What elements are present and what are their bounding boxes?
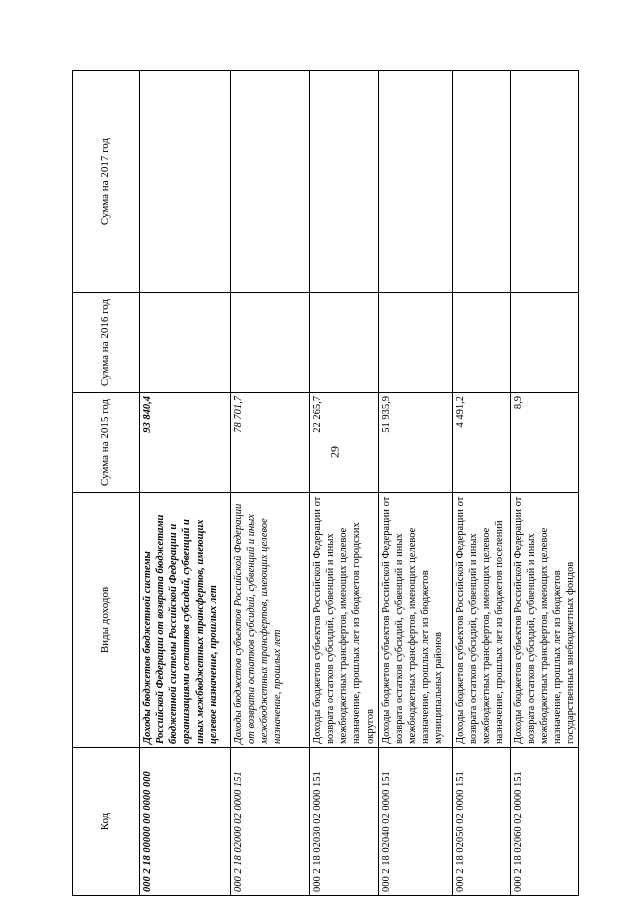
header-sum-2015: Сумма на 2015 год — [73, 393, 140, 493]
row-code: 000 2 18 02040 02 0000 151 — [378, 748, 452, 896]
row-sum-2015: 8,9 — [510, 393, 579, 493]
page-number: 29 — [327, 446, 342, 458]
row-sum-2015: 22 265,7 — [310, 393, 379, 493]
table-row — [452, 71, 510, 896]
row-sum-2015: 78 701,7 — [231, 393, 310, 493]
row-code: 000 2 18 02030 02 0000 151 — [310, 748, 379, 896]
row-name: Доходы бюджетов субъектов Российской Федерации от возврата остатков субсидий, субвенций и иных межбюджетных трансфертов, имеющих целевое назначение, прошлых лет из бюджетов муниципальных районов — [378, 493, 452, 748]
row-sum-2017 — [310, 71, 379, 293]
row-code: 000 2 18 00000 00 0000 000 — [140, 748, 231, 896]
revenue-table — [72, 70, 579, 896]
header-sum-2017: Сумма на 2017 год — [73, 71, 140, 293]
row-name: Доходы бюджетов бюджетной системы Российской Федерации от возврата бюджетами бюджетной системы Российской Федерации и организациями остатков субсидий, субвенций и иных межбюджетных трансфертов, имеющих целевое назначение, прошлых лет — [140, 493, 231, 748]
row-code: 000 2 18 02050 02 0000 151 — [452, 748, 510, 896]
header-revenue-type: Виды доходов — [73, 493, 140, 748]
row-sum-2016 — [140, 293, 231, 393]
table-header-row — [73, 71, 140, 896]
row-sum-2016 — [231, 293, 310, 393]
revenue-table-container — [72, 71, 577, 896]
table-row — [231, 71, 310, 896]
row-sum-2017 — [510, 71, 579, 293]
row-code: 000 2 18 02060 02 0000 151 — [510, 748, 579, 896]
row-sum-2016 — [310, 293, 379, 393]
row-sum-2016 — [452, 293, 510, 393]
header-sum-2016: Сумма на 2016 год — [73, 293, 140, 393]
row-sum-2017 — [378, 71, 452, 293]
table-row — [310, 71, 379, 896]
row-sum-2017 — [140, 71, 231, 293]
table-row — [378, 71, 452, 896]
row-sum-2015: 51 935,9 — [378, 393, 452, 493]
row-sum-2017 — [452, 71, 510, 293]
row-name: Доходы бюджетов субъектов Российской Федерации от возврата остатков субсидий, субвенций и иных межбюджетных трансфертов, имеющих целевое назначение, прошлых лет из бюджетов поселений — [452, 493, 510, 748]
row-name: Доходы бюджетов субъектов Российской Федерации от возврата остатков субсидий, субвенций и иных межбюджетных трансфертов, имеющих целевое назначение, прошлых лет из бюджетов государственных внебюджетных фондов — [510, 493, 579, 748]
row-sum-2016 — [510, 293, 579, 393]
row-sum-2015: 93 840,4 — [140, 393, 231, 493]
row-sum-2017 — [231, 71, 310, 293]
row-code: 000 2 18 02000 02 0000 151 — [231, 748, 310, 896]
table-row — [510, 71, 579, 896]
row-sum-2016 — [378, 293, 452, 393]
header-code: Код — [73, 748, 140, 896]
row-name: Доходы бюджетов субъектов Российской Федерации от возврата остатков субсидий, субвенций и иных межбюджетных трансфертов, имеющих целевое назначение, прошлых лет — [231, 493, 310, 748]
row-name: Доходы бюджетов субъектов Российской Федерации от возврата остатков субсидий, субвенций и иных межбюджетных трансфертов, имеющих целевое назначение, прошлых лет из бюджетов городских округов — [310, 493, 379, 748]
row-sum-2015: 4 491,2 — [452, 393, 510, 493]
table-row — [140, 71, 231, 896]
